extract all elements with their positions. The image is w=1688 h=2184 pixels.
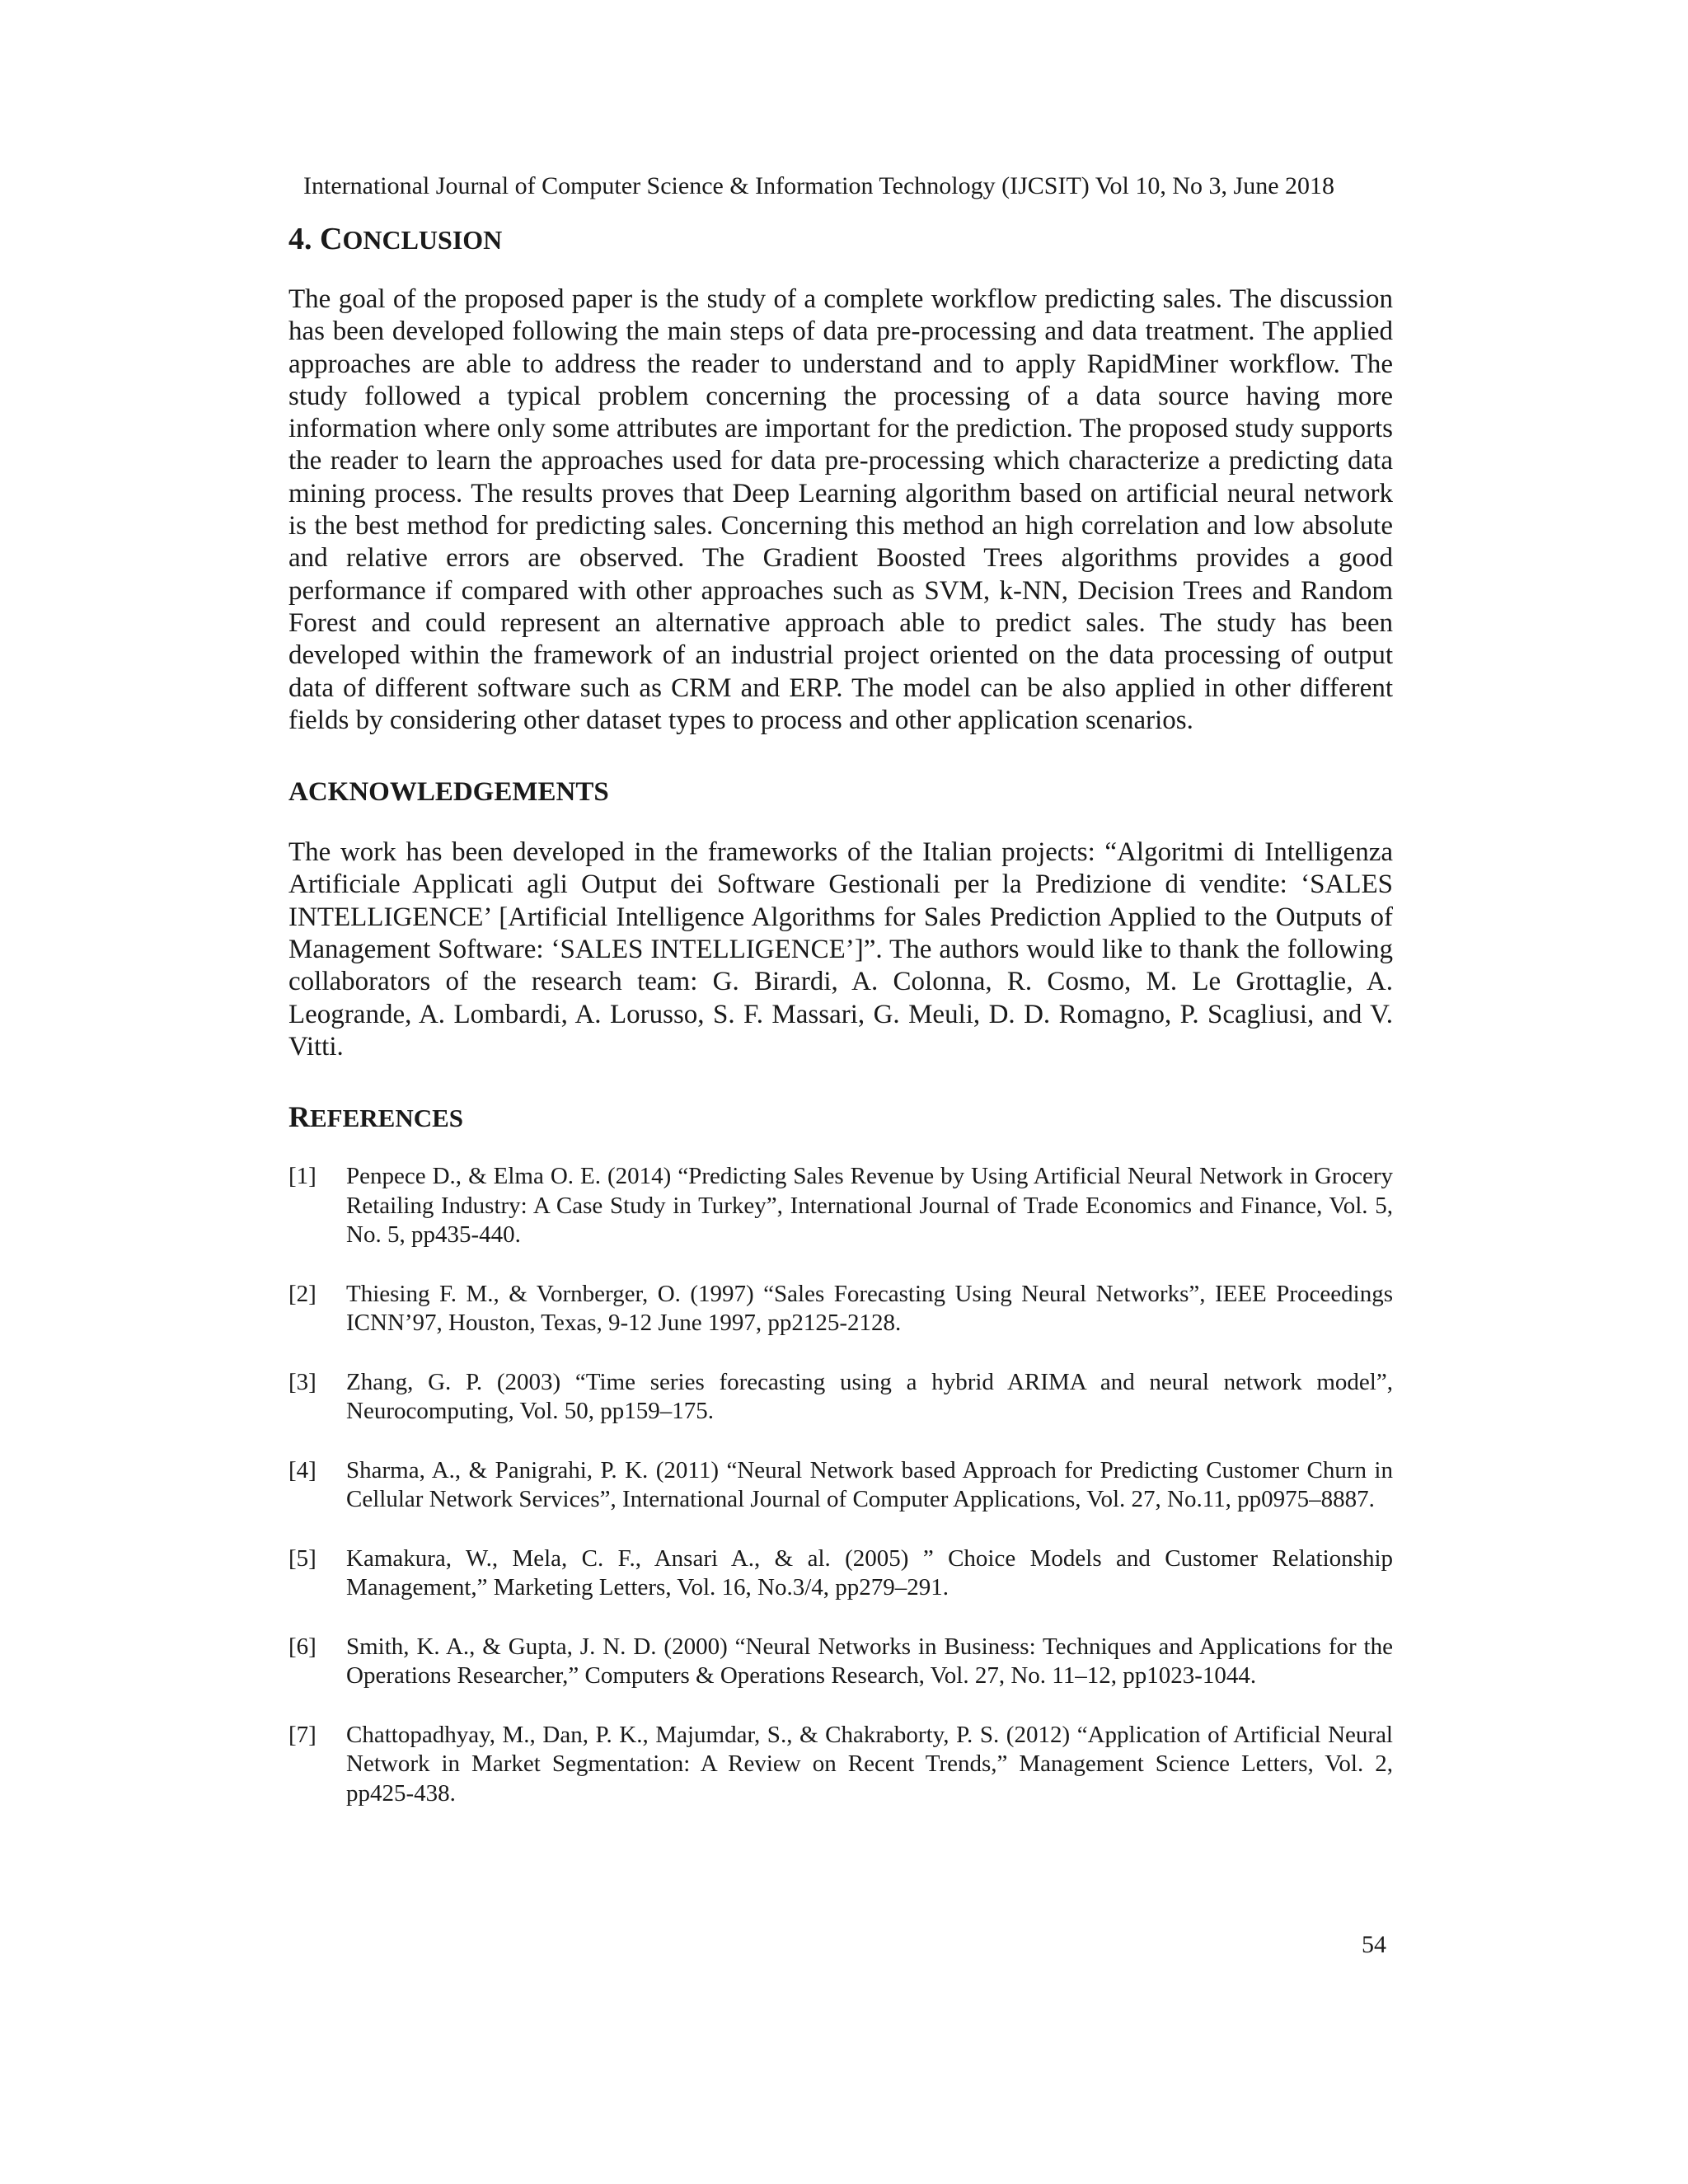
reference-text: Penpece D., & Elma O. E. (2014) “Predicting Sales Revenue by Using Artificial Neural Network in Grocery Retailing Industry: A Case Study in Turkey”, International Journal of Trade Economics and Finance, Vol. 5, No. 5, pp435-440.	[346, 1163, 1393, 1249]
heading-rest: ONCLUSION	[342, 225, 503, 255]
reference-item	[288, 1368, 1393, 1427]
heading-rest: EFERENCES	[310, 1104, 464, 1133]
reference-list	[288, 1162, 1393, 1808]
reference-text: Sharma, A., & Panigrahi, P. K. (2011) “Neural Network based Approach for Predicting Customer Churn in Cellular Network Services”, International Journal of Computer Applications, Vol. 27, No.11, pp0975–8887.	[346, 1456, 1393, 1513]
reference-item	[288, 1162, 1393, 1250]
conclusion-paragraph: The goal of the proposed paper is the study of a complete workflow predicting sales. The discussion has been developed following the main steps of data pre-processing and data treatment. The applied approaches are able to address the reader to understand and to apply RapidMiner workflow. The study followed a typical problem concerning the processing of a data source having more information where only some attributes are important for the prediction. The proposed study supports the reader to learn the approaches used for data pre-processing which characterize a predicting data mining process. The results proves that Deep Learning algorithm based on artificial neural network is the best method for predicting sales. Concerning this method an high correlation and low absolute and relative errors are observed. The Gradient Boosted Trees algorithms provides a good performance if compared with other approaches such as SVM, k-NN, Decision Trees and Random Forest and could represent an alternative approach able to predict sales. The study has been developed within the framework of an industrial project oriented on the data processing of output data of different software such as CRM and ERP. The model can be also applied in other different fields by considering other dataset types to process and other application scenarios.	[288, 284, 1393, 735]
reference-number: [7]	[288, 1721, 316, 1748]
reference-text: Zhang, G. P. (2003) “Time series forecasting using a hybrid ARIMA and neural network model”, Neurocomputing, Vol. 50, pp159–175.	[346, 1368, 1393, 1425]
section-number: 4.	[288, 222, 312, 256]
reference-text: Smith, K. A., & Gupta, J. N. D. (2000) “Neural Networks in Business: Techniques and Applications for the Operations Researcher,” Computers & Operations Research, Vol. 27, No. 11–12, pp1023-1044.	[346, 1633, 1393, 1690]
section-heading-conclusion	[288, 218, 1393, 260]
reference-number: [6]	[288, 1633, 316, 1660]
section-heading-acknowledgements: ACKNOWLEDGEMENTS	[288, 777, 609, 808]
reference-text: Thiesing F. M., & Vornberger, O. (1997) “Sales Forecasting Using Neural Networks”, IEEE Proceedings ICNN’97, Houston, Texas, 9-12 June 1997, pp2125-2128.	[346, 1280, 1393, 1337]
reference-number: [5]	[288, 1544, 316, 1572]
reference-number: [1]	[288, 1163, 316, 1190]
heading-initial: R	[288, 1100, 310, 1134]
reference-text: Chattopadhyay, M., Dan, P. K., Majumdar, S., & Chakraborty, P. S. (2012) “Application of Artificial Neural Network in Market Segmentation: A Review on Recent Trends,” Management Science Letters, Vol. 2, pp425-438.	[346, 1721, 1393, 1807]
running-header: International Journal of Computer Science & Information Technology (IJCSIT) Vol 10, No 3, June 2018	[303, 172, 1335, 199]
page-content	[288, 218, 1393, 1838]
acknowledgements-paragraph: The work has been developed in the frameworks of the Italian projects: “Algoritmi di Intelligenza Artificiale Applicati agli Output dei Software Gestionali per la Predizione di vendite: ‘SALES INTELLIGENCE’ [Artificial Intelligence Algorithms for Sales Prediction Applied to the Outputs of Management Software: ‘SALES INTELLIGENCE’]”. The authors would like to thank the following collaborators of the research team: G. Birardi, A. Colonna, R. Cosmo, M. Le Grottaglie, A. Leogrande, A. Lombardi, A. Lorusso, S. F. Massari, G. Meuli, D. D. Romagno, P. Scagliusi, and V. Vitti.	[288, 837, 1393, 1062]
reference-item	[288, 1544, 1393, 1603]
heading-initial: C	[320, 222, 343, 256]
reference-item	[288, 1633, 1393, 1691]
reference-item	[288, 1721, 1393, 1809]
reference-item	[288, 1456, 1393, 1515]
reference-number: [2]	[288, 1280, 316, 1307]
reference-item	[288, 1280, 1393, 1338]
reference-number: [4]	[288, 1456, 316, 1483]
reference-number: [3]	[288, 1368, 316, 1395]
page-number: 54	[1362, 1931, 1386, 1958]
section-heading-references	[288, 1098, 1393, 1137]
reference-text: Kamakura, W., Mela, C. F., Ansari A., & al. (2005) ” Choice Models and Customer Relationship Management,” Marketing Letters, Vol. 16, No.3/4, pp279–291.	[346, 1544, 1393, 1601]
